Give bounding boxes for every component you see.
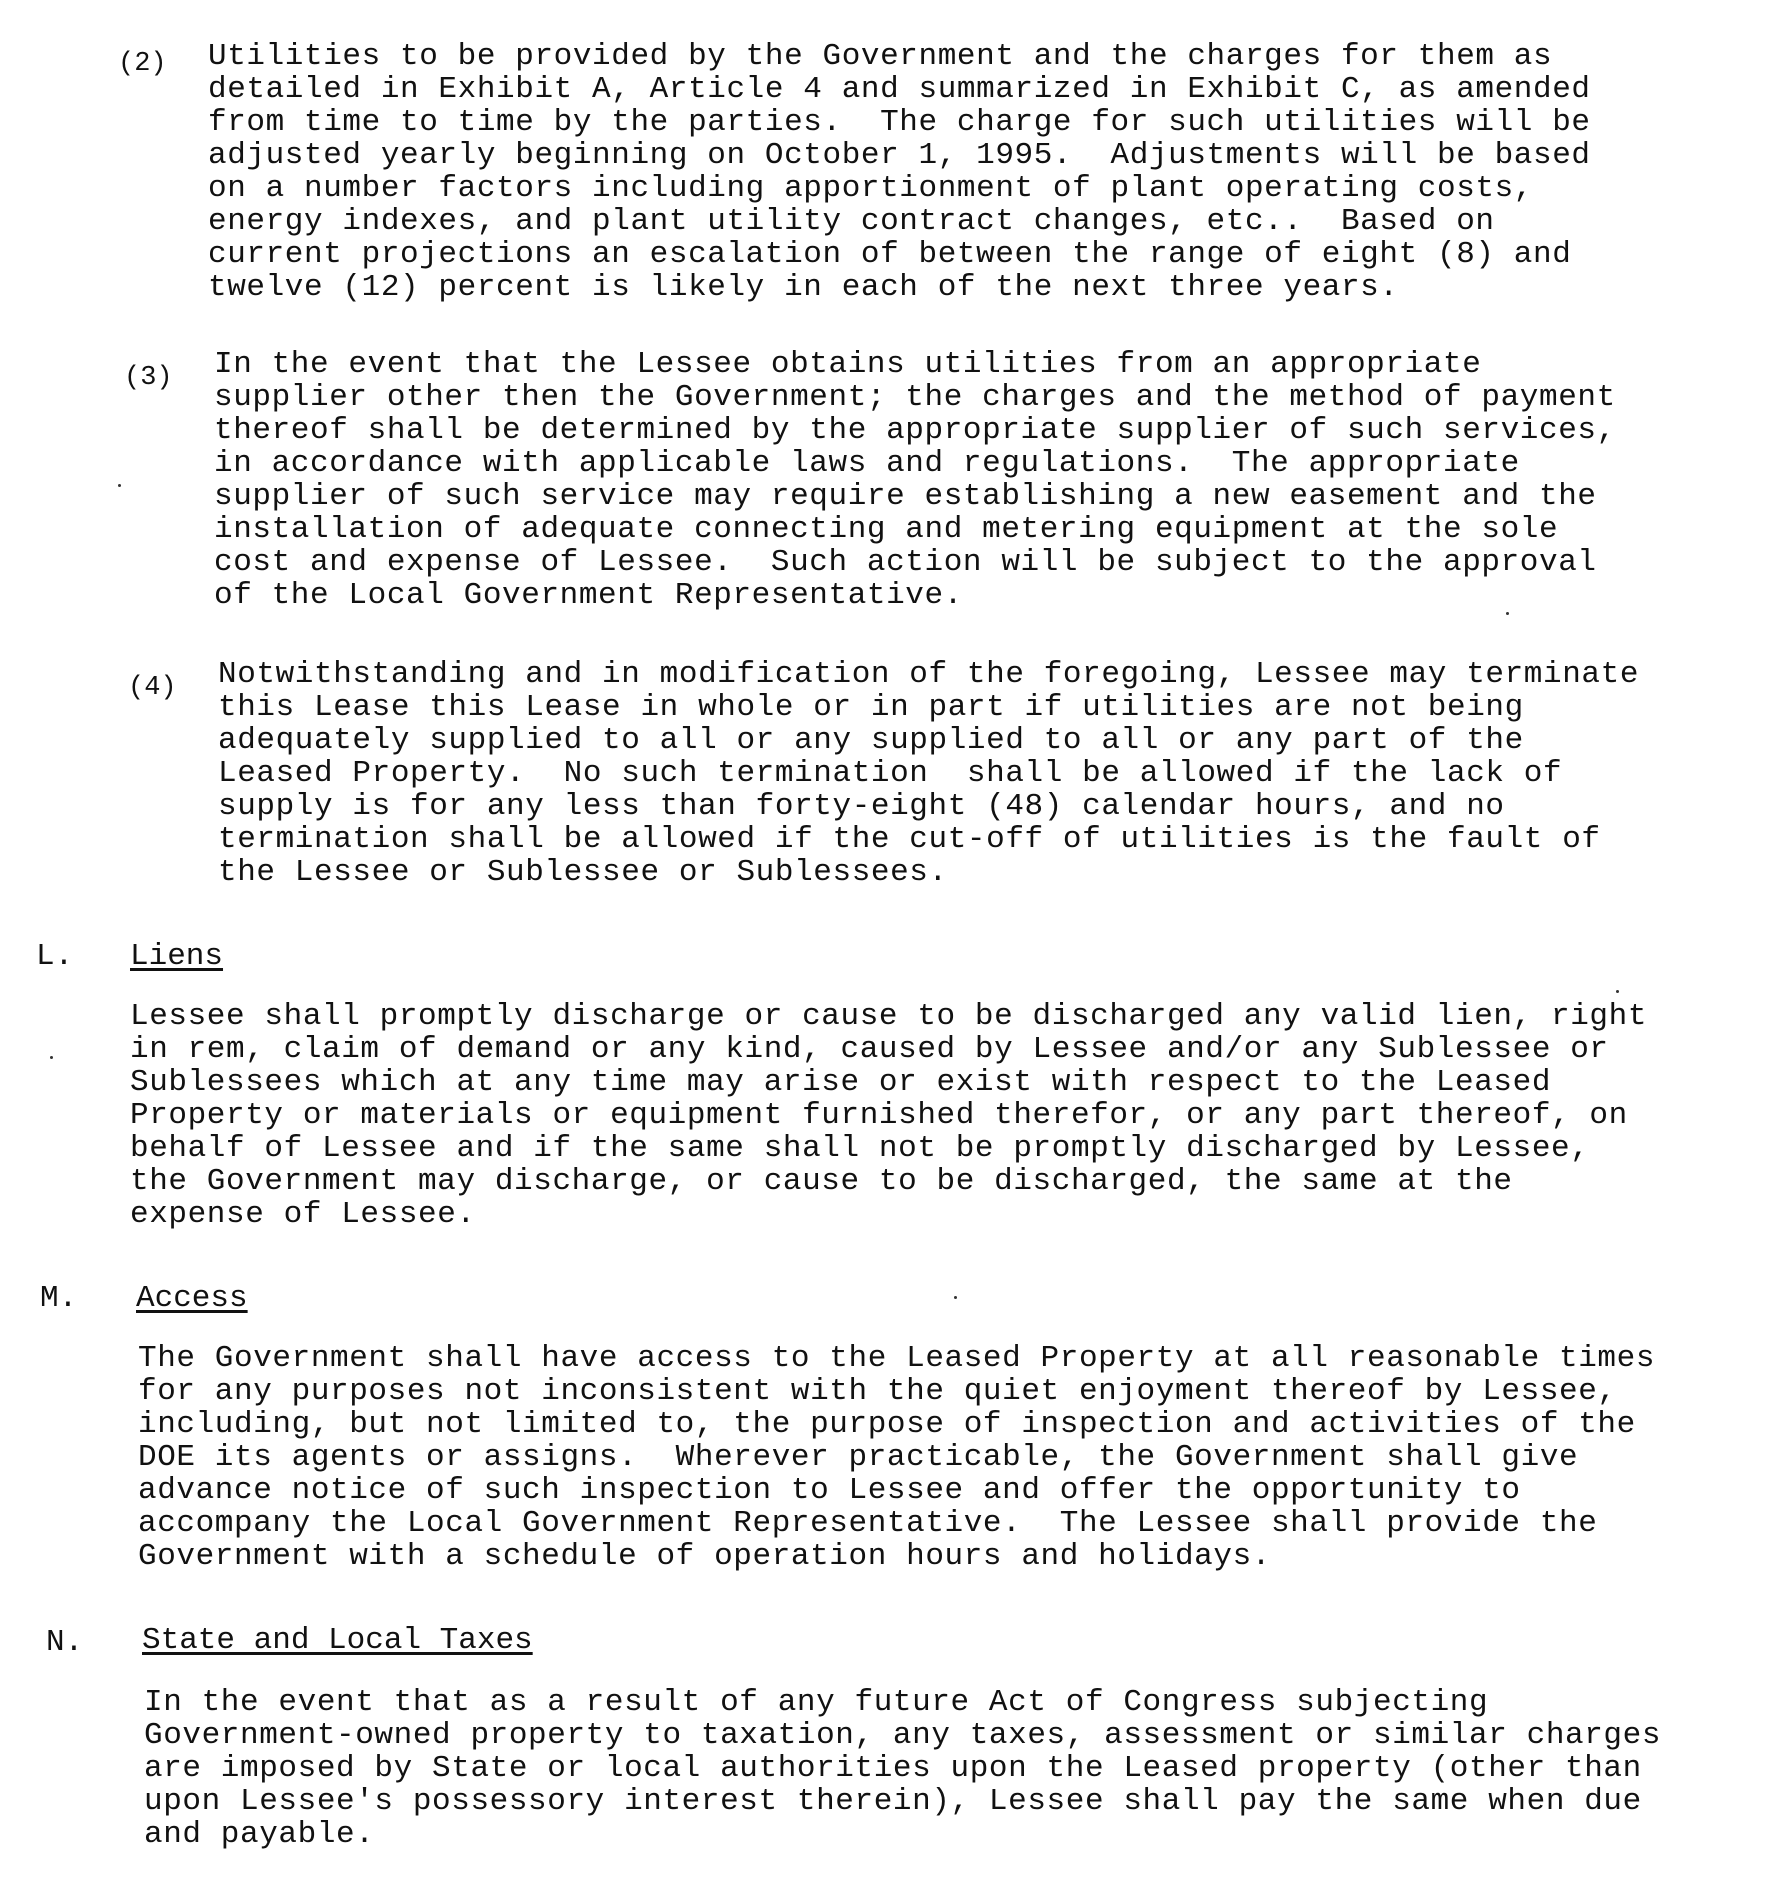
item-2-number: (2) <box>118 49 167 79</box>
section-n-line: are imposed by State or local authorities upon the Leased property (other than <box>144 1751 1642 1786</box>
item-2-paragraph <box>208 40 1591 304</box>
item-3-line: in accordance with applicable laws and regulations. The appropriate <box>214 446 1520 481</box>
item-2-line: Utilities to be provided by the Government and the charges for them as <box>208 39 1553 74</box>
section-l-line: Property or materials or equipment furnished therefor, or any part thereof, on <box>130 1098 1628 1133</box>
scan-speck <box>1506 612 1509 615</box>
item-3-number: (3) <box>124 363 173 393</box>
item-3-line: supplier other then the Government; the charges and the method of payment <box>214 380 1616 415</box>
item-3-paragraph <box>214 348 1616 612</box>
section-n-heading: State and Local Taxes <box>142 1623 533 1658</box>
section-n-line: In the event that as a result of any future Act of Congress subjecting <box>144 1685 1489 1720</box>
item-2-line: energy indexes, and plant utility contract changes, etc.. Based on <box>208 204 1495 239</box>
item-2-line: twelve (12) percent is likely in each of the next three years. <box>208 270 1399 305</box>
item-4-paragraph <box>218 658 1639 889</box>
section-l-paragraph <box>130 1000 1647 1231</box>
section-l-line: expense of Lessee. <box>130 1197 476 1232</box>
section-m-letter: M. <box>40 1281 78 1316</box>
section-m-line: including, but not limited to, the purpose of inspection and activities of the <box>138 1407 1636 1442</box>
item-4-line: supply is for any less than forty-eight (48) calendar hours, and no <box>218 789 1505 824</box>
item-4-line: Notwithstanding and in modification of the foregoing, Lessee may terminate <box>218 657 1640 692</box>
scan-speck <box>954 1296 957 1299</box>
section-m-line: The Government shall have access to the Leased Property at all reasonable times <box>138 1341 1656 1376</box>
section-m-line: for any purposes not inconsistent with the quiet enjoyment thereof by Lessee, <box>138 1374 1617 1409</box>
section-l-heading: Liens <box>130 939 224 974</box>
section-m-line: Government with a schedule of operation hours and holidays. <box>138 1539 1271 1574</box>
section-n-letter: N. <box>46 1625 84 1660</box>
section-m-line: advance notice of such inspection to Lessee and offer the opportunity to <box>138 1473 1521 1508</box>
item-4-line: adequately supplied to all or any supplied to all or any part of the <box>218 723 1524 758</box>
scan-speck <box>50 1056 53 1059</box>
section-m-heading: Access <box>136 1281 248 1316</box>
item-3-line: of the Local Government Representative. <box>214 578 963 613</box>
item-3-line: supplier of such service may require establishing a new easement and the <box>214 479 1597 514</box>
item-4-line: Leased Property. No such termination shall be allowed if the lack of <box>218 756 1563 791</box>
item-2-line: adjusted yearly beginning on October 1, 1995. Adjustments will be based <box>208 138 1591 173</box>
item-3-line: installation of adequate connecting and metering equipment at the sole <box>214 512 1559 547</box>
item-3-line: thereof shall be determined by the appropriate supplier of such services, <box>214 413 1616 448</box>
item-2-line: on a number factors including apportionment of plant operating costs, <box>208 171 1534 206</box>
item-4-line: the Lessee or Sublessee or Sublessees. <box>218 855 948 890</box>
item-2-line: from time to time by the parties. The charge for such utilities will be <box>208 105 1591 140</box>
item-4-line: termination shall be allowed if the cut-off of utilities is the fault of <box>218 822 1601 857</box>
item-4-number: (4) <box>128 673 177 703</box>
item-2-line: current projections an escalation of between the range of eight (8) and <box>208 237 1572 272</box>
section-l-letter: L. <box>36 939 74 974</box>
scan-speck <box>118 484 121 487</box>
section-m-line: accompany the Local Government Representative. The Lessee shall provide the <box>138 1506 1598 1541</box>
item-3-line: cost and expense of Lessee. Such action will be subject to the approval <box>214 545 1597 580</box>
section-m-paragraph <box>138 1342 1655 1573</box>
section-l-line: behalf of Lessee and if the same shall not be promptly discharged by Lessee, <box>130 1131 1590 1166</box>
section-n-line: upon Lessee's possessory interest therein), Lessee shall pay the same when due <box>144 1784 1642 1819</box>
section-l-line: the Government may discharge, or cause to be discharged, the same at the <box>130 1164 1513 1199</box>
section-m-line: DOE its agents or assigns. Wherever practicable, the Government shall give <box>138 1440 1579 1475</box>
scan-speck <box>1616 990 1619 993</box>
section-l-line: Sublessees which at any time may arise or exist with respect to the Leased <box>130 1065 1552 1100</box>
section-n-line: and payable. <box>144 1817 375 1852</box>
item-2-line: detailed in Exhibit A, Article 4 and summarized in Exhibit C, as amended <box>208 72 1591 107</box>
item-3-line: In the event that the Lessee obtains utilities from an appropriate <box>214 347 1482 382</box>
section-n-paragraph <box>144 1686 1661 1851</box>
section-l-line: Lessee shall promptly discharge or cause to be discharged any valid lien, right <box>130 999 1648 1034</box>
item-4-line: this Lease this Lease in whole or in part if utilities are not being <box>218 690 1524 725</box>
section-n-line: Government-owned property to taxation, any taxes, assessment or similar charges <box>144 1718 1662 1753</box>
section-l-line: in rem, claim of demand or any kind, caused by Lessee and/or any Sublessee or <box>130 1032 1609 1067</box>
